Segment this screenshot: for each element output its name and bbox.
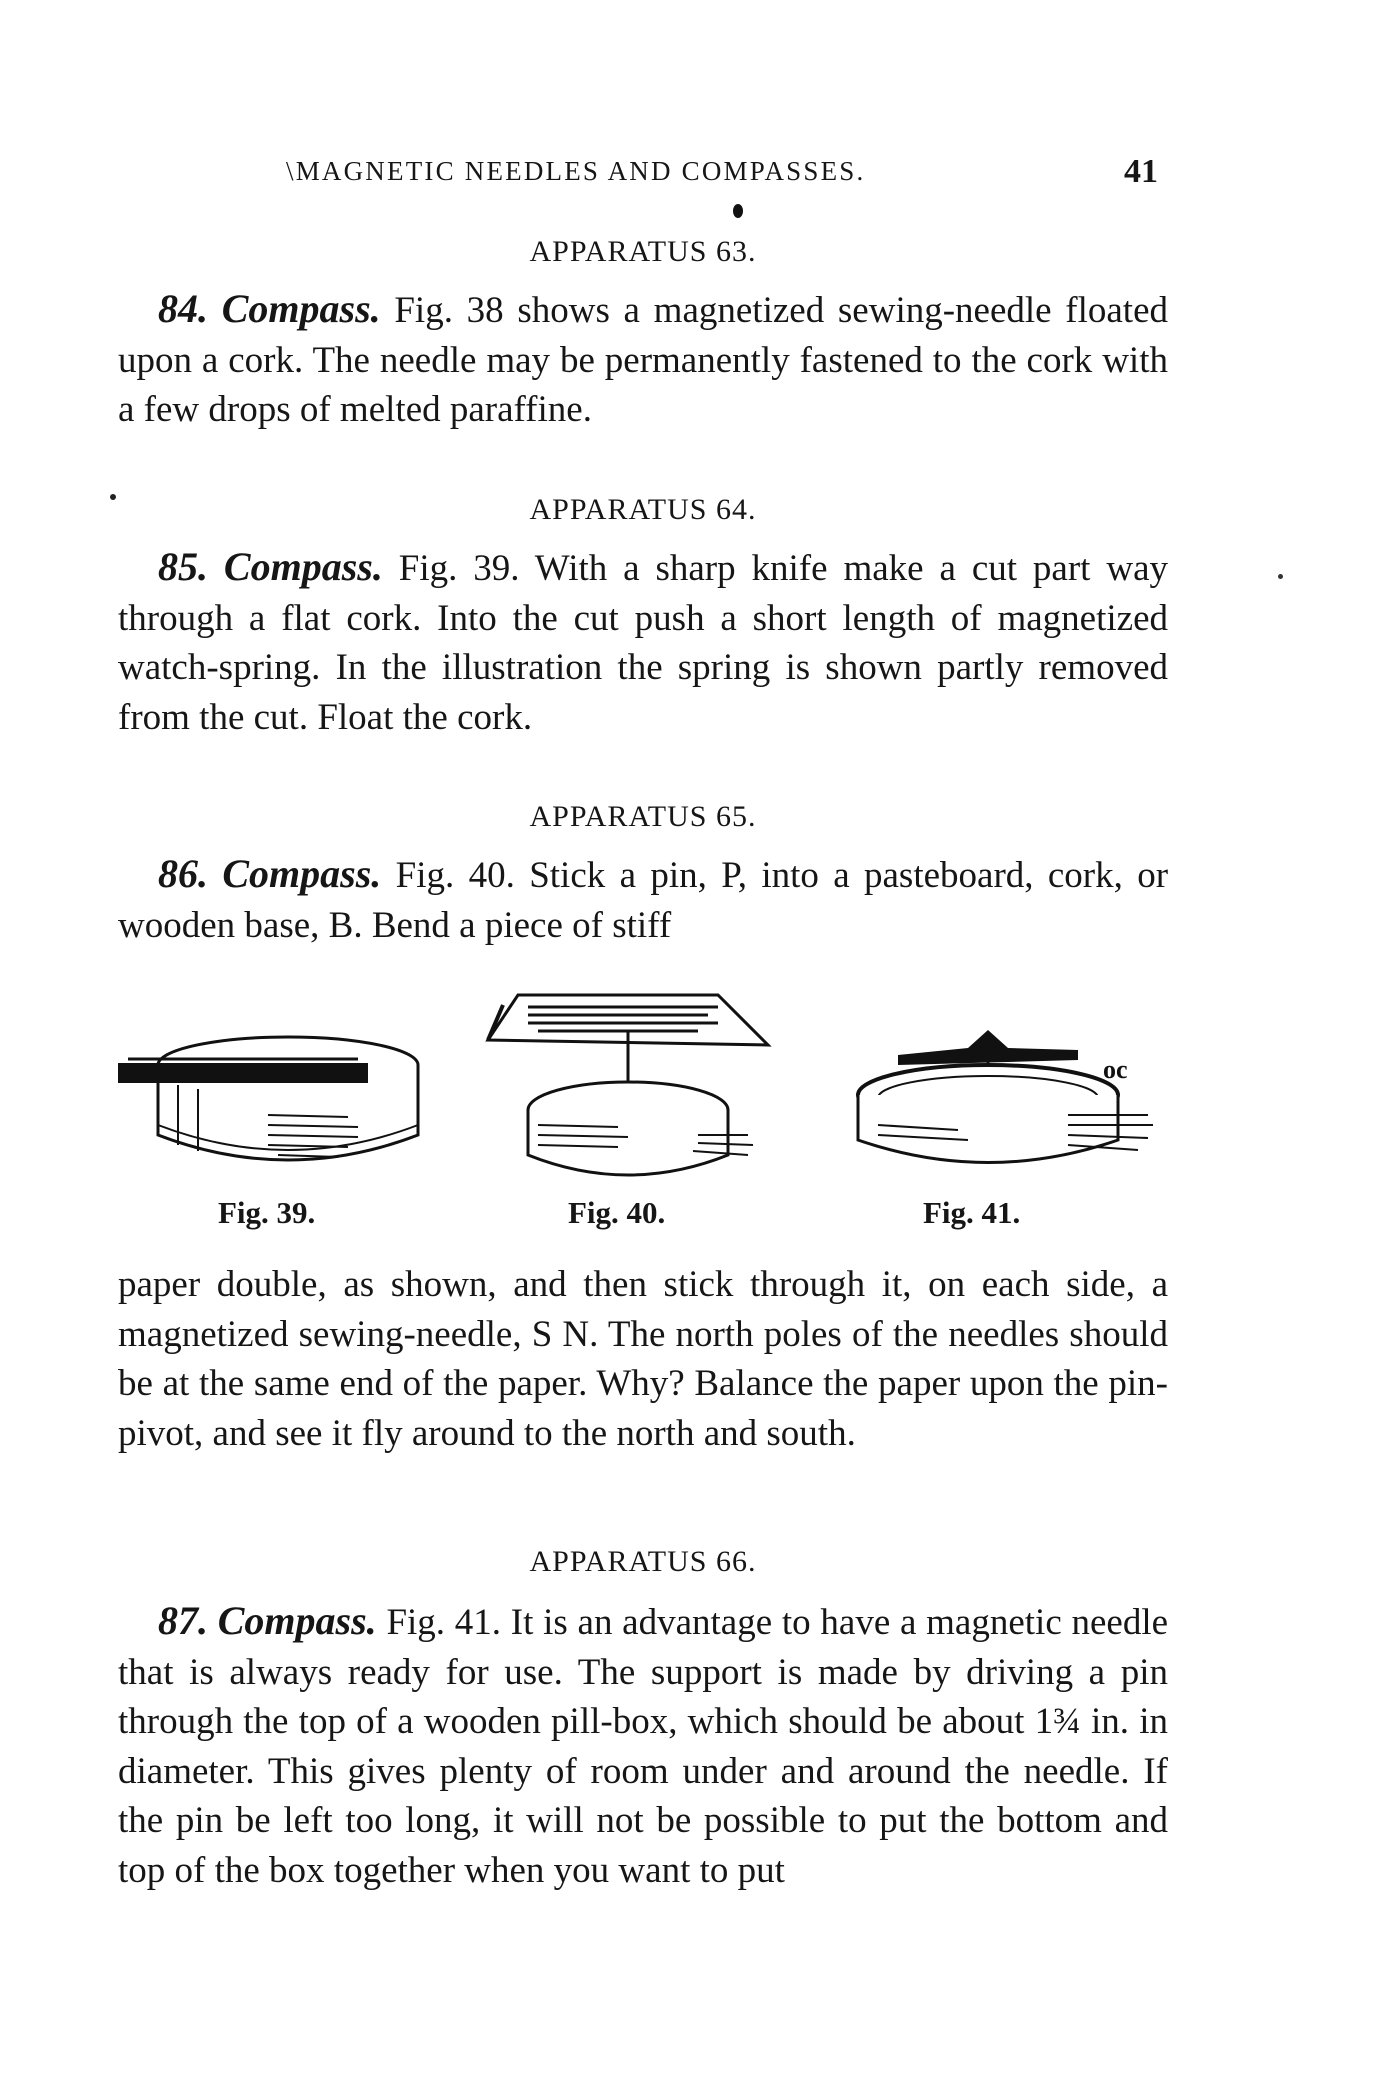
section-86-continued	[118, 1260, 1168, 1458]
section-body: Fig. 40. Stick a pin, P, into a pasteboard, cork, or wooden base, B. Bend a piece of stiff	[118, 855, 1169, 946]
section-84	[118, 230, 1168, 435]
paragraph: paper double, as shown, and then stick through it, on each side, a magnetized sewing-needle, S N. The north poles of the needles should be at the same end of the paper. Why? Balance the paper upon the pin-pivot, and see it fly around to the north and south.	[118, 1264, 1168, 1454]
section-number: 87.	[158, 1598, 208, 1643]
section-body: Fig. 41. It is an advantage to have a magnetic needle that is always ready for use. The support is made by driving a pin through the top of a wooden pill-box, which should be about 1¾ in. in diameter. This gives plenty of room under and around the needle. If the pin be left too long, it will not be possible to put the bottom and top of the box together when you want to put	[118, 1602, 1169, 1891]
section-86	[118, 795, 1168, 950]
fig-39-caption: Fig. 39.	[218, 1195, 316, 1230]
running-title: \MAGNETIC NEEDLES AND COMPASSES.	[286, 156, 866, 186]
fig-41-caption: Fig. 41.	[923, 1195, 1021, 1230]
apparatus-heading: APPARATUS 64.	[529, 493, 757, 526]
page-number: 41	[1124, 153, 1158, 190]
section-number: 84.	[158, 286, 208, 331]
running-head	[286, 153, 1166, 190]
section-body: Fig. 38 shows a magnetized sewing-needle floated upon a cork. The needle may be permanently fastened to the cork with a few drops of melted paraffine.	[118, 290, 1169, 430]
ink-dot	[110, 494, 116, 500]
section-title: Compass.	[222, 851, 382, 896]
fig-41-illustration	[838, 1020, 1168, 1185]
fig-40-caption: Fig. 40.	[568, 1195, 666, 1230]
ink-dot	[1278, 574, 1283, 579]
section-number: 85.	[158, 544, 208, 589]
figures-row	[118, 985, 1168, 1245]
apparatus-heading: APPARATUS 66.	[529, 1545, 757, 1578]
paragraph	[118, 284, 1168, 435]
section-body: Fig. 39. With a sharp knife make a cut part way through a flat cork. Into the cut push a short length of magnetized watch-spring. In the illustration the spring is shown partly removed from the cut. Float the cork.	[118, 548, 1168, 738]
section-title: Compass.	[221, 286, 381, 331]
apparatus-heading: APPARATUS 63.	[529, 235, 757, 268]
paragraph	[118, 542, 1168, 742]
fig-40-illustration	[468, 985, 798, 1185]
paragraph	[118, 849, 1168, 950]
ink-dot	[733, 204, 743, 218]
section-87	[118, 1540, 1168, 1895]
apparatus-heading: APPARATUS 65.	[529, 800, 757, 833]
paragraph	[118, 1596, 1168, 1895]
section-number: 86.	[158, 851, 208, 896]
section-title: Compass.	[223, 544, 383, 589]
section-title: Compass.	[217, 1598, 377, 1643]
section-85	[118, 488, 1168, 742]
fig-39-illustration	[118, 1025, 428, 1185]
fig-41-label: oc	[1103, 1055, 1128, 1084]
